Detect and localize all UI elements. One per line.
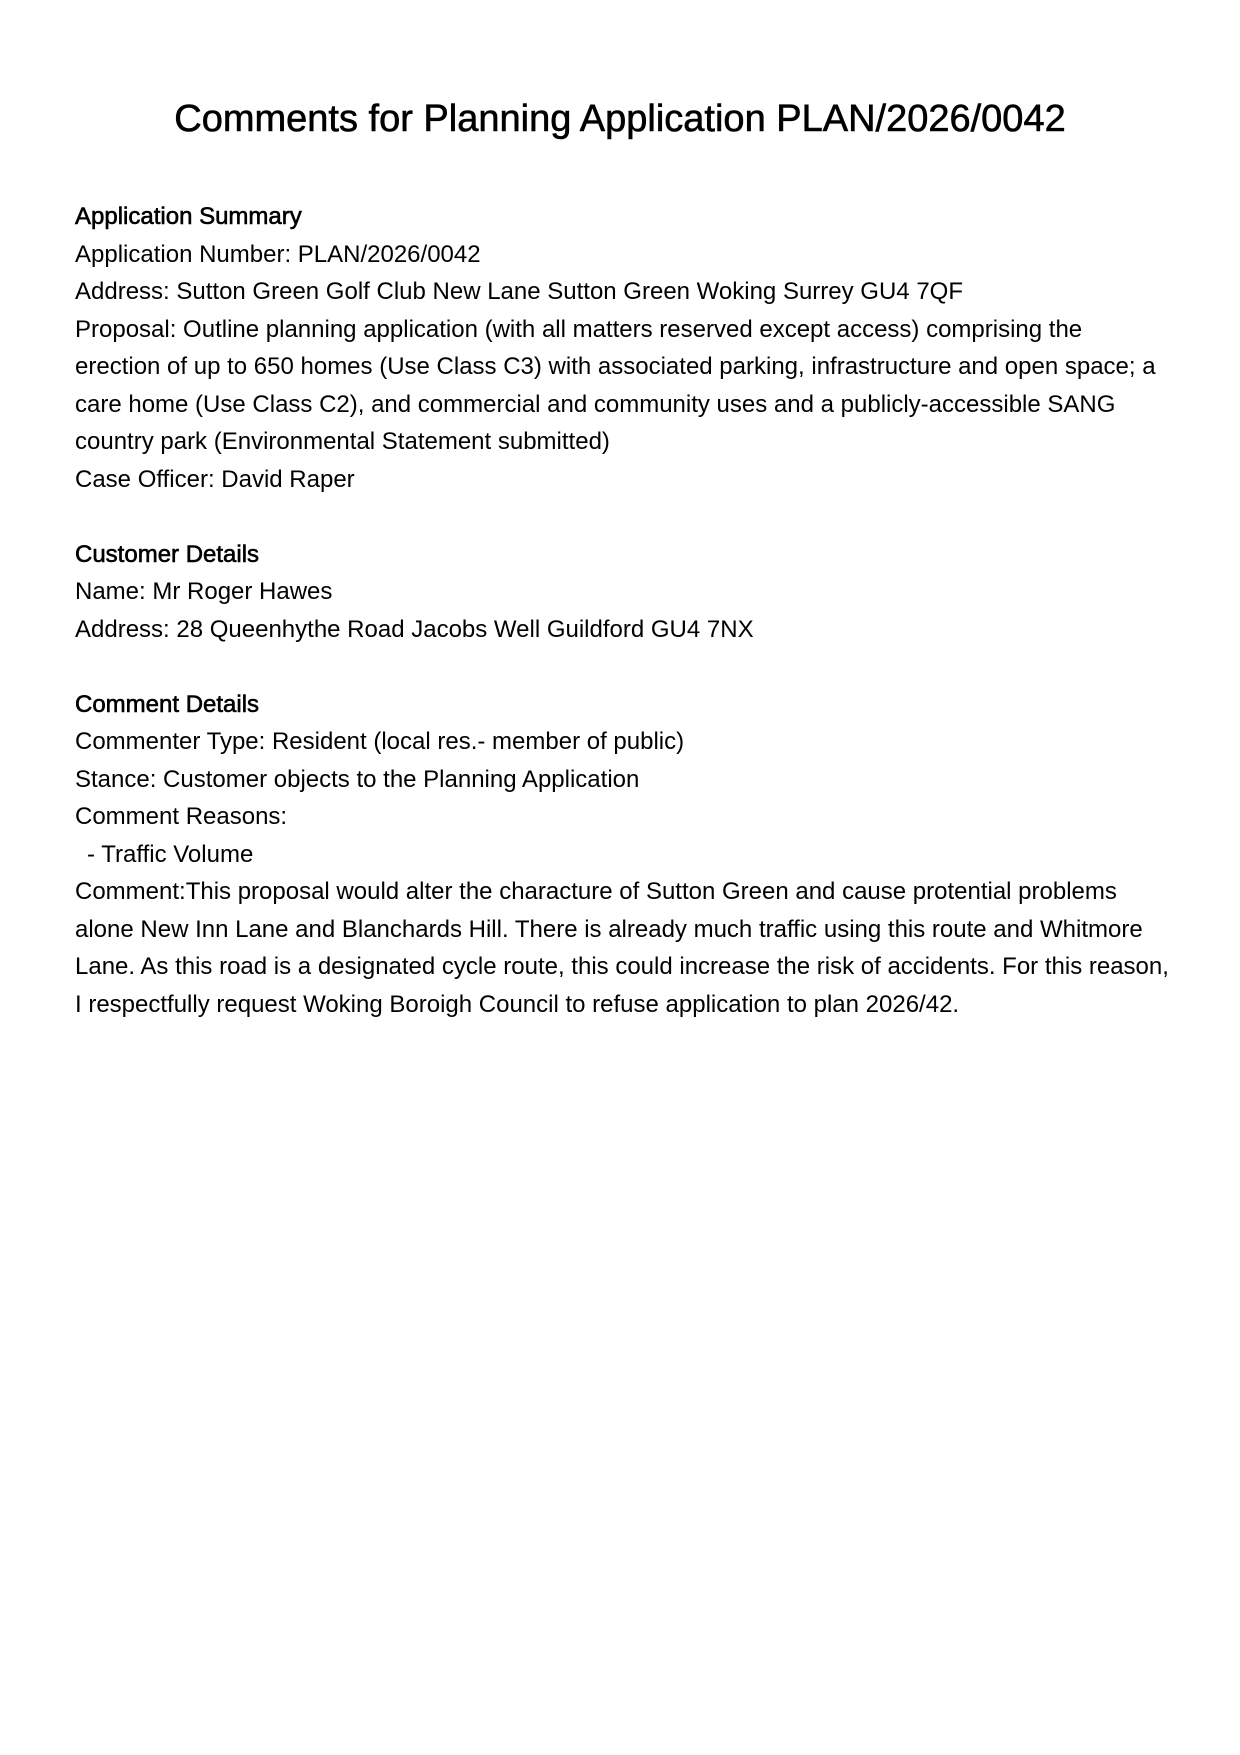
application-number: Application Number: PLAN/2026/0042	[75, 240, 481, 268]
comment-details-heading: Comment Details	[75, 690, 260, 718]
comment-stance: Stance: Customer objects to the Planning Application	[75, 765, 640, 793]
commenter-type: Commenter Type: Resident (local res.- member of public)	[75, 728, 685, 755]
comment-details-section	[75, 686, 1175, 1024]
customer-details-section	[75, 536, 1175, 649]
case-officer: Case Officer: David Raper	[75, 465, 355, 493]
document-body	[75, 198, 1175, 1061]
customer-address: Address: 28 Queenhythe Road Jacobs Well Guildford GU4 7NX	[75, 615, 754, 643]
application-summary-section	[75, 198, 1175, 498]
application-proposal: Proposal: Outline planning application (with all matters reserved except access) comprising the erection of up to 650 homes (Use Class C3) with associated parking, infrastructure and open space; a care home (Use Class C2), and commercial and community uses and a publicly-accessible SANG country park (Environmental Statement submitted)	[75, 315, 1156, 455]
page-title: Comments for Planning Application PLAN/2026/0042	[174, 98, 1066, 140]
application-summary-heading: Application Summary	[75, 203, 302, 230]
customer-details-heading: Customer Details	[75, 540, 260, 568]
comment-text: Comment:This proposal would alter the characture of Sutton Green and cause protential problems alone New Inn Lane and Blanchards Hill. There is already much traffic using this route and Whitmore Lane. As this road is a designated cycle route, this could increase the risk of accidents. For this reason, I respectfully request Woking Boroigh Council to refuse application to plan 2026/42.	[75, 878, 1169, 1018]
application-address: Address: Sutton Green Golf Club New Lane Sutton Green Woking Surrey GU4 7QF	[75, 278, 963, 305]
customer-name: Name: Mr Roger Hawes	[75, 578, 333, 605]
comment-reason-item: - Traffic Volume	[87, 840, 254, 868]
comment-reasons-label: Comment Reasons:	[75, 803, 288, 830]
